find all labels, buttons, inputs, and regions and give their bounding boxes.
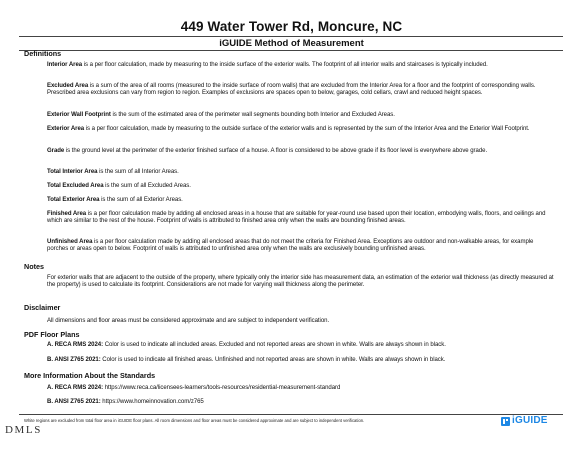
definition-text: is a per floor calculation, made by measuring to the outside surface of the exterior walls and is represented by the sum of the Interior Area and the Exterior Wall Footprint.: [84, 126, 530, 132]
iguide-logo-text: iGUIDE: [512, 415, 548, 426]
standard-label: B. ANSI Z765 2021:: [47, 357, 101, 363]
definition-text: is a per floor calculation made by adding all enclosed areas in a house that are suitable for year-round use based upon their location, embodying walls, floors, and ceilings and which are similar to the rest of the house. Footprint of walls is attributed to finished area only when the walls are bounding finished areas.: [47, 211, 546, 225]
definition-exterior-area: [47, 126, 555, 133]
more-info-item-b: [47, 399, 555, 406]
subtitle-divider: [19, 50, 563, 51]
standard-link[interactable]: https://www.reca.ca/licensees-learners/tools-resources/residential-measurement-standard: [103, 385, 341, 391]
more-info-item-a: [47, 385, 555, 392]
definition-text: is a sum of the area of all rooms (measured to the inside surface of room walls) that are excluded from the Interior Area for a floor and the footprint of corresponding walls. Prescribed area exclusions can vary from region to region. Examples of exclusions are spaces open to below, garages, cold cellars, crawl and reduced height spaces.: [47, 83, 536, 97]
iguide-logo-icon: [501, 417, 510, 426]
footer-divider: [19, 414, 563, 415]
definition-excluded-area: [47, 83, 555, 97]
definition-text: is the sum of all Interior Areas.: [97, 169, 179, 175]
notes-text: For exterior walls that are adjacent to the outside of the property, where typically only the interior side has measurement data, an estimation of the exterior wall thickness (as directly measured at the property) is used to calculate its footprint. Considerations are not made for varying wall thickness along the perimeter.: [47, 275, 554, 289]
definition-total-excluded-area: [47, 183, 555, 190]
footer-note: White regions are excluded from total floor area in iGUIDE floor plans. All room dimensions and floor areas must be considered approximate and are subject to independent verification.: [24, 418, 365, 423]
definition-term: Unfinished Area: [47, 239, 93, 245]
more-info-heading: More Information About the Standards: [24, 371, 156, 380]
definition-text: is a per floor calculation made by adding all enclosed areas that do not meet the criteria for Finished Area. Exceptions are outdoor and non-walkable areas, for example porches or areas open to below. Footprint of walls is attributed to unfinished area only when the walls are exclusively bounding unfinished areas.: [47, 239, 534, 253]
definition-term: Interior Area: [47, 62, 83, 68]
pdf-floor-plans-heading: PDF Floor Plans: [24, 330, 80, 339]
disclaimer-text: All dimensions and floor areas must be considered approximate and are subject to independent verification.: [47, 318, 330, 324]
iguide-logo: [501, 416, 548, 426]
definition-term: Exterior Area: [47, 126, 85, 132]
definition-interior-area: [47, 62, 555, 69]
definition-text: is a per floor calculation, made by measuring to the inside surface of the exterior walls. The footprint of all interior walls and staircases is typically included.: [82, 62, 488, 68]
definition-term: Total Exterior Area: [47, 197, 100, 203]
definition-text: is the sum of all Exterior Areas.: [99, 197, 183, 203]
page-subtitle: iGUIDE Method of Measurement: [219, 38, 364, 49]
standard-label: B. ANSI Z765 2021:: [47, 399, 101, 405]
dmls-watermark: DMLS: [5, 424, 42, 436]
definition-text: is the sum of the estimated area of the perimeter wall segments bounding both Interior and Excluded Areas.: [110, 112, 395, 118]
definition-exterior-wall-footprint: [47, 112, 555, 119]
pdf-floor-plan-item-b: [47, 357, 555, 364]
disclaimer-heading: Disclaimer: [24, 303, 61, 312]
notes-heading: Notes: [24, 262, 44, 271]
standard-label: A. RECA RMS 2024:: [47, 342, 104, 348]
definition-text: is the sum of all Excluded Areas.: [103, 183, 191, 189]
definition-text: is the ground level at the perimeter of the exterior finished surface of a house. A floor is considered to be above grade if its floor level is everywhere above grade.: [64, 148, 488, 154]
page-title: 449 Water Tower Rd, Moncure, NC: [180, 19, 403, 34]
definition-term: Excluded Area: [47, 83, 89, 89]
definition-term: Finished Area: [47, 211, 87, 217]
definition-finished-area: [47, 211, 555, 225]
standard-label: A. RECA RMS 2024:: [47, 385, 104, 391]
definition-term: Grade: [47, 148, 65, 154]
standard-text: Color is used to indicate all included areas. Excluded and not reported areas are shown in white. Walls are always shown in black.: [103, 342, 446, 348]
definition-term: Total Interior Area: [47, 169, 98, 175]
definition-grade: [47, 148, 555, 155]
standard-link[interactable]: https://www.homeinnovation.com/z765: [100, 399, 204, 405]
pdf-floor-plan-item-a: [47, 342, 555, 349]
standard-text: Color is used to indicate all finished areas. Unfinished and not reported areas are shown in white. Walls are always shown in black.: [100, 357, 446, 363]
definition-term: Total Excluded Area: [47, 183, 104, 189]
definition-total-interior-area: [47, 169, 555, 176]
definition-unfinished-area: [47, 239, 555, 253]
definition-total-exterior-area: [47, 197, 555, 204]
definition-term: Exterior Wall Footprint: [47, 112, 111, 118]
title-divider: [19, 36, 563, 37]
definitions-heading: Definitions: [24, 49, 62, 58]
